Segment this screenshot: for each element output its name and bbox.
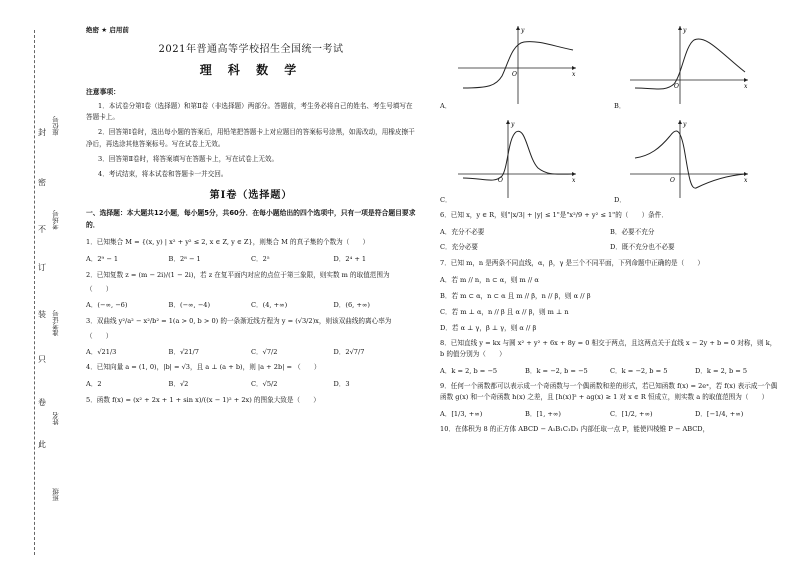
question-options: [440, 367, 780, 376]
question-options: [86, 301, 416, 310]
option-c[interactable]: C．若 m ⊥ α，n // β 且 α // β，则 m ⊥ n: [440, 307, 569, 316]
option-b[interactable]: B．(−∞, −4): [168, 301, 211, 310]
option-a[interactable]: A．2: [86, 380, 102, 389]
option-b[interactable]: B．必要不充分: [610, 227, 655, 236]
svg-text:O: O: [498, 177, 503, 184]
class-field[interactable]: [52, 488, 64, 528]
question-options: [86, 380, 416, 389]
notice-item: 3．回答第Ⅱ卷时，将答案填写在答题卡上，写在试卷上无效。: [98, 155, 279, 164]
question-options: [440, 324, 780, 333]
question-options: [86, 348, 416, 357]
question-stem: 8．已知直线 y = kx 与圆 x² + y² + 6x + 8y = 0 相交于两点，且这两点关于直线 x − 2y + b = 0 对称，则 k，b 的值分别为（ ）: [440, 339, 777, 358]
question-8: [440, 338, 780, 375]
question-3: [86, 316, 416, 356]
option-b[interactable]: B．[1, +∞): [525, 409, 561, 418]
question-options: [440, 228, 780, 237]
question-10: [440, 424, 780, 435]
question-stem: 5．函数 f(x) = (x² + 2x + 1 + sin x)/((x − 1)² + 2x) 的图象大致是（ ）: [86, 395, 320, 404]
question-4: [86, 362, 416, 388]
cut-line: [34, 30, 35, 555]
option-d[interactable]: D．2⁴ + 1: [333, 254, 367, 263]
question-stem: 3．双曲线 y²/a² − x²/b² = 1(a > 0, b > 0) 的一条渐近线方程为 y = (√3/2)x，则该双曲线的离心率为: [86, 317, 392, 326]
exam-room-field[interactable]: [52, 210, 64, 260]
question-5: [86, 395, 416, 406]
graph-label-b: B．: [614, 102, 626, 110]
svg-text:x: x: [572, 177, 576, 184]
secret-mark: 绝密 ★ 启用前: [86, 26, 129, 34]
graph-label-d: D．: [614, 196, 626, 204]
seat-number-label: 座位号: [52, 116, 60, 136]
option-a[interactable]: A．[1/3, +∞): [440, 409, 483, 418]
class-label: 班级: [52, 488, 60, 501]
exam-title: 2021年普通高等学校招生全国统一考试: [158, 43, 344, 55]
question-options: [86, 255, 416, 264]
question-options: [440, 410, 780, 419]
graph-label-a: A．: [440, 102, 452, 110]
option-b[interactable]: B．若 m ⊂ α，n ⊂ α 且 m // β，n // β，则 α // β: [440, 291, 591, 300]
option-d[interactable]: D．[−1/4, +∞): [695, 409, 744, 418]
svg-text:y: y: [511, 121, 515, 128]
answer-paren: （ ）: [86, 331, 113, 340]
svg-text:y: y: [521, 27, 525, 34]
seal-char: 只: [38, 355, 46, 364]
left-column: [86, 26, 416, 405]
svg-text:y: y: [683, 121, 687, 128]
option-b[interactable]: B．√21/7: [168, 347, 199, 356]
exam-room-label: 考场号: [52, 210, 60, 230]
seal-char: 装: [38, 310, 46, 319]
admission-number-label: 准考证号: [52, 310, 60, 336]
question-stem: 2．已知复数 z = (m − 2i)/(1 − 2i)，若 z 在复平面内对应的点位于第三象限，则实数 m 的取值范围为: [86, 270, 390, 279]
notice-item: 1．本试卷分第Ⅰ卷（选择题）和第Ⅱ卷（非选择题）两部分。答题前，考生务必将自己的姓名、考生号填写在答题卡上。: [86, 101, 413, 122]
seal-char: 此: [38, 440, 46, 449]
graph-b[interactable]: [630, 24, 750, 106]
option-c[interactable]: C．(4, +∞): [251, 301, 288, 310]
option-c[interactable]: C．[1/2, +∞): [610, 409, 653, 418]
question-options: [440, 308, 780, 317]
option-d[interactable]: D．3: [333, 380, 350, 389]
question-stem: 1．已知集合 M = {(x, y) | x² + y² ≤ 2, x ∈ Z, y ∈ Z}，则集合 M 的真子集的个数为（ ）: [86, 238, 370, 247]
svg-text:x: x: [572, 71, 576, 78]
section-intro: 一、选择题：本大题共12小题，每小题5分，共60分．在每小题给出的四个选项中，只有一项是符合题目要求的．: [86, 209, 416, 229]
option-c[interactable]: C．充分必要: [440, 243, 479, 252]
section-title: 第Ⅰ卷（选择题）: [209, 189, 293, 201]
notice-item: 4．考试结束，将本试卷和答题卡一并交回。: [98, 169, 228, 178]
question-2: [86, 270, 416, 310]
option-d[interactable]: D．(6, +∞): [333, 301, 370, 310]
question-stem: 9．任何一个函数都可以表示成一个奇函数与一个偶函数和差的形式，若已知函数 f(x) = 2eˣ，若 f(x) 表示成一个偶函数 g(x) 和一个奇函数 h(x) 之差，且 [h(x)]² + ag(x) ≥ 1 对 x ∈ R 恒成立，则实数 a 的取值范围为（ ）: [440, 382, 778, 401]
notice-heading: 注意事项：: [86, 88, 120, 97]
option-a[interactable]: A．(−∞, −6): [86, 301, 128, 310]
graph-c[interactable]: [458, 118, 578, 200]
option-b[interactable]: B．2⁸ − 1: [168, 254, 201, 263]
option-c[interactable]: C．√5/2: [251, 380, 278, 389]
option-d[interactable]: D．既不充分也不必要: [610, 243, 675, 252]
binding-strip: [0, 20, 80, 560]
question-9: [440, 381, 780, 418]
svg-text:O: O: [512, 71, 517, 78]
question-stem: 7．已知 m，n 是两条不同直线，α，β，γ 是三个不同平面，下列命题中正确的是（ ）: [440, 259, 704, 268]
graph-d[interactable]: [630, 118, 750, 200]
svg-text:y: y: [683, 27, 687, 34]
question-7: [440, 258, 780, 332]
seat-number-field[interactable]: [52, 116, 64, 166]
question-options: [440, 276, 780, 285]
graph-a[interactable]: [458, 24, 578, 106]
svg-text:x: x: [744, 83, 748, 90]
question-options: [440, 292, 780, 301]
seal-char: 封: [38, 128, 46, 137]
question-1: [86, 237, 416, 263]
notice-item: 2．回答第Ⅰ卷时，选出每小题的答案后，用铅笔把答题卡上对应题目的答案标号涂黑，如需改动，用橡皮擦干净后，再选涂其他答案标号。写在试卷上无效。: [86, 128, 415, 149]
question-stem: 10．在体积为 8 的正方体 ABCD − A₁B₁C₁D₁ 内部任取一点 P，能使四棱锥 P − ABCD，: [440, 425, 710, 434]
option-a[interactable]: A．2⁹ − 1: [86, 254, 119, 263]
question-stem: 6．已知 x，y ∈ R，则"|x/3| + |y| ≤ 1"是"x²/9 + y² ≤ 1"的（ ）条件．: [440, 211, 668, 219]
answer-paren: （ ）: [86, 285, 113, 294]
option-d[interactable]: D．k = 2, b = 5: [695, 366, 748, 375]
admission-number-field[interactable]: [52, 310, 64, 370]
option-a[interactable]: A．√21/3: [86, 347, 117, 356]
svg-text:O: O: [674, 83, 679, 90]
seal-char: 不: [38, 225, 46, 234]
graph-label-c: C．: [440, 196, 452, 204]
function-graph-options: [440, 24, 780, 204]
option-b[interactable]: B．k = −2, b = −5: [525, 366, 588, 375]
option-a[interactable]: A．若 m // n，n ⊂ α，则 m // α: [440, 275, 539, 284]
exam-subject: 理 科 数 学: [199, 63, 303, 78]
svg-text:x: x: [744, 177, 748, 184]
seal-char: 密: [38, 178, 46, 187]
seal-char: 卷: [38, 398, 46, 407]
question-stem: 4．已知向量 a = (1, 0)，|b| = √3，且 a ⊥ (a + b)，则 |a + 2b| = （ ）: [86, 363, 321, 372]
option-b[interactable]: B．√2: [168, 380, 189, 389]
question-6: [440, 210, 780, 252]
right-column: [440, 24, 780, 435]
option-c[interactable]: C．√7/2: [251, 347, 278, 356]
option-c[interactable]: C．2⁵: [251, 254, 270, 263]
option-d[interactable]: D．2√7/7: [333, 347, 365, 356]
option-a[interactable]: A．充分不必要: [440, 227, 485, 236]
option-a[interactable]: A．k = 2, b = −5: [440, 366, 498, 375]
question-options: [440, 243, 780, 252]
option-d[interactable]: D．若 α ⊥ γ，β ⊥ γ，则 α // β: [440, 323, 537, 332]
svg-text:O: O: [670, 177, 675, 184]
seal-char: 订: [38, 263, 46, 272]
name-field[interactable]: [52, 412, 64, 452]
option-c[interactable]: C．k = −2, b = 5: [610, 366, 668, 375]
name-label: 姓名: [52, 412, 60, 425]
